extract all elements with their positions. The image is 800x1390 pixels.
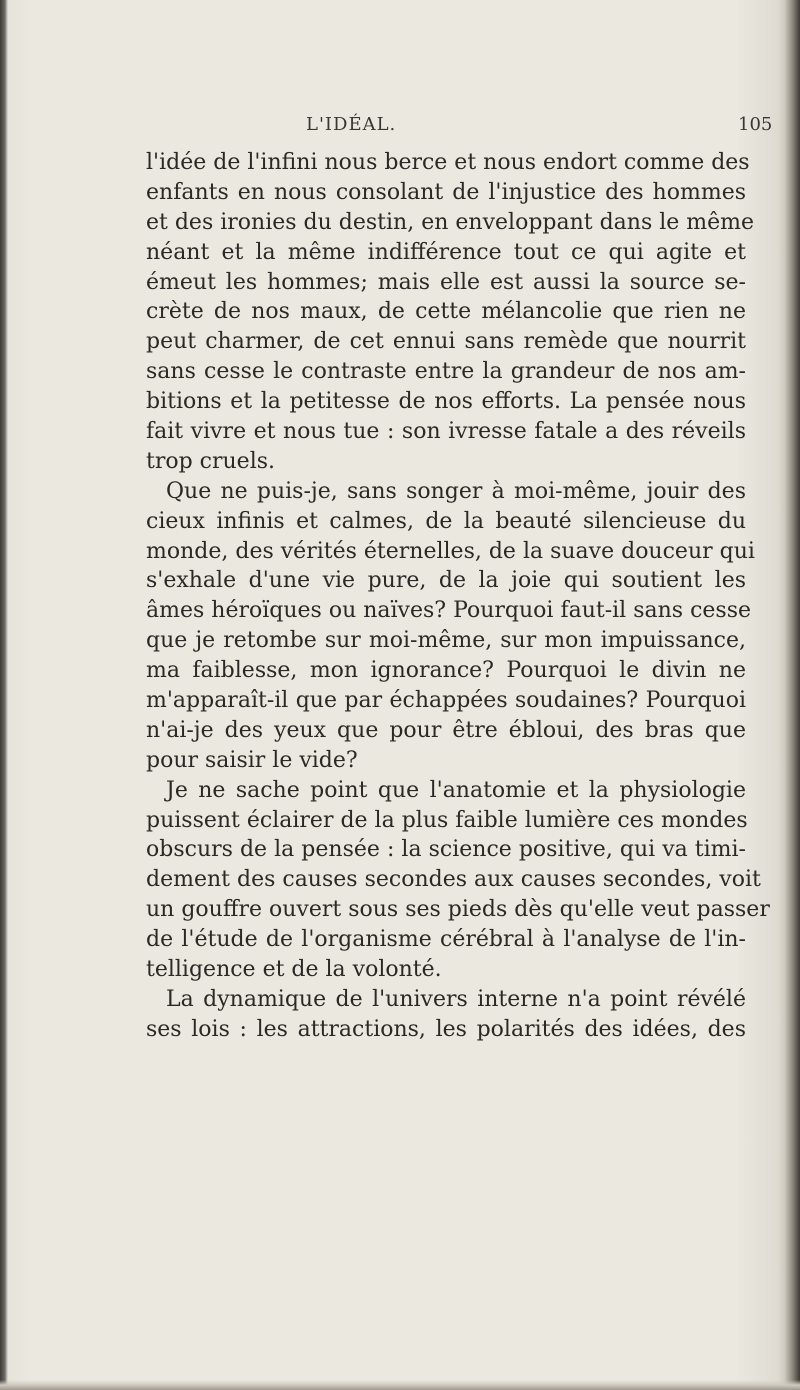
- text-line: trop cruels.: [146, 448, 276, 474]
- text-line: puissent éclairer de la plus faible lumière ces mondes: [146, 807, 748, 833]
- text-line: obscurs de la pensée : la science positive, qui va timi-: [146, 837, 746, 863]
- running-head: [0, 114, 800, 138]
- text-line: La dynamique de l'univers interne n'a point révélé: [166, 986, 746, 1012]
- text-line: s'exhale d'une vie pure, de la joie qui soutient les: [146, 568, 746, 594]
- text-line: l'idée de l'infini nous berce et nous endort comme des: [146, 150, 750, 175]
- text-line: Que ne puis-je, sans songer à moi-même, jouir des: [166, 478, 746, 504]
- text-line: pour saisir le vide?: [146, 747, 358, 773]
- text-line: et des ironies du destin, en enveloppant dans le même: [146, 209, 755, 235]
- text-line: âmes héroïques ou naïves? Pourquoi faut-il sans cesse: [146, 598, 752, 624]
- text-line: monde, des vérités éternelles, de la suave douceur qui: [146, 538, 755, 564]
- text-line: bitions et la petitesse de nos efforts. La pensée nous: [146, 389, 746, 415]
- text-line: fait vivre et nous tue : son ivresse fatale a des réveils: [146, 419, 746, 445]
- text-line: crète de nos maux, de cette mélancolie que rien ne: [146, 299, 746, 325]
- text-line: émeut les hommes; mais elle est aussi la source se-: [146, 269, 746, 295]
- text-line: un gouffre ouvert sous ses pieds dès qu'elle veut passer: [146, 897, 770, 923]
- text-line: néant et la même indifférence tout ce qui agite et: [146, 239, 746, 265]
- text-line: ma faiblesse, mon ignorance? Pourquoi le divin ne: [146, 658, 746, 684]
- text-line: sans cesse le contraste entre la grandeur de nos am-: [146, 359, 746, 385]
- running-title: L'IDÉAL.: [306, 114, 397, 135]
- text-line: cieux infinis et calmes, de la beauté silencieuse du: [146, 508, 746, 534]
- text-line: que je retombe sur moi-même, sur mon impuissance,: [146, 628, 746, 654]
- text-line: ses lois : les attractions, les polarités des idées, des: [146, 1016, 746, 1042]
- text-line: Je ne sache point que l'anatomie et la physiologie: [166, 777, 746, 803]
- page-bottom-edge: [0, 1380, 800, 1390]
- body-text: [146, 148, 770, 1045]
- text-line: de l'étude de l'organisme cérébral à l'analyse de l'in-: [146, 927, 746, 953]
- text-line: enfants en nous consolant de l'injustice des hommes: [146, 179, 746, 205]
- text-line: m'apparaît-il que par échappées soudaines? Pourquoi: [146, 688, 746, 714]
- text-line: dement des causes secondes aux causes secondes, voit: [146, 867, 761, 893]
- text-line: n'ai-je des yeux que pour être ébloui, des bras que: [146, 717, 746, 743]
- page-number: 105: [738, 114, 773, 135]
- page-right-edge: [778, 0, 800, 1390]
- text-line: peut charmer, de cet ennui sans remède que nourrit: [146, 329, 746, 355]
- text-line: telligence et de la volonté.: [146, 957, 442, 983]
- page-left-edge: [0, 0, 8, 1390]
